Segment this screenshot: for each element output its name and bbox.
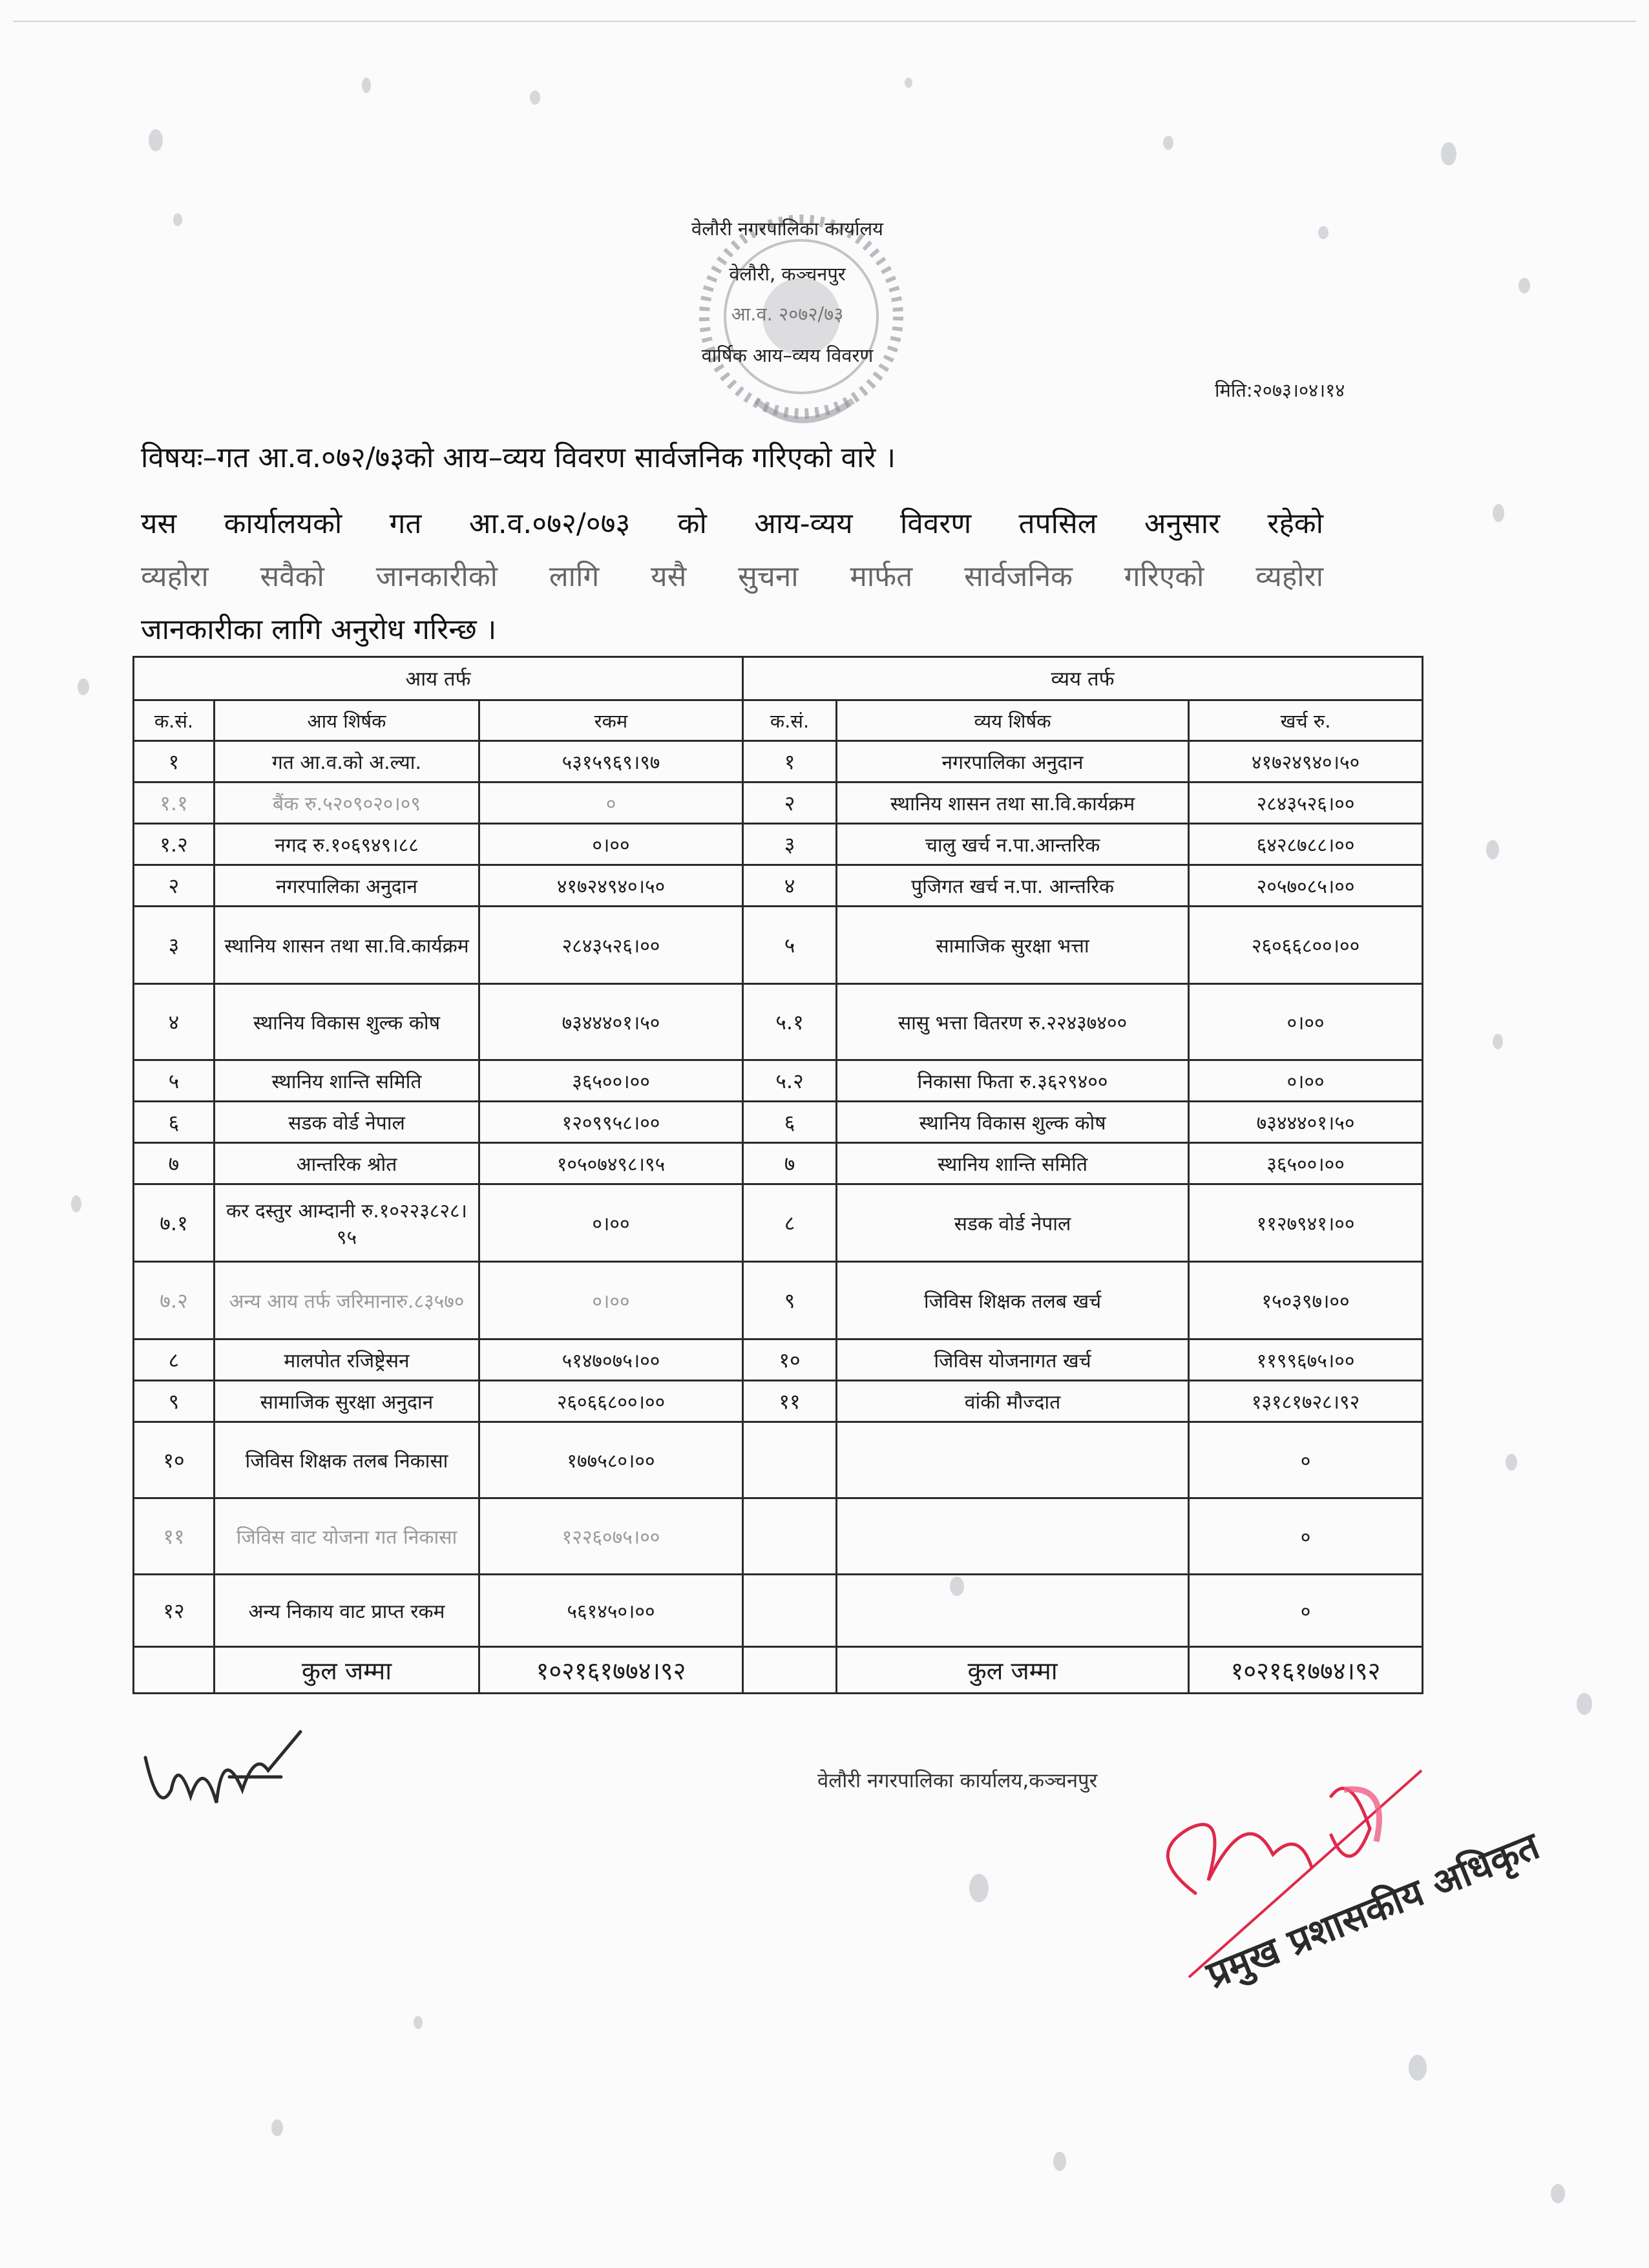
income-sn: २ xyxy=(134,865,215,907)
income-head: स्थानिय शासन तथा सा.वि.कार्यक्रम xyxy=(215,907,479,984)
expense-sn: ५.१ xyxy=(743,984,837,1060)
expense-sn xyxy=(743,1422,837,1498)
income-amount: ०।०० xyxy=(479,1184,743,1262)
income-head: जिविस वाट योजना गत निकासा xyxy=(215,1498,479,1575)
income-head: मालपोत रजिष्ट्रेसन xyxy=(215,1339,479,1381)
expense-head: चालु खर्च न.पा.आन्तरिक xyxy=(837,824,1189,865)
body-line-3: जानकारीका लागि अनुरोध गरिन्छ । xyxy=(141,613,497,646)
income-head: अन्य आय तर्फ जरिमानारु.८३५७० xyxy=(215,1262,479,1339)
footer-officer-title: प्रमुख प्रशासकीय अधिकृत xyxy=(1200,1823,1546,1997)
expense-sn: २ xyxy=(743,782,837,824)
expense-head: पुजिगत खर्च न.पा. आन्तरिक xyxy=(837,865,1189,907)
table-row xyxy=(134,907,1423,984)
total-income: १०२१६१७७४।९२ xyxy=(479,1647,743,1694)
expense-sn: १ xyxy=(743,741,837,782)
expense-head xyxy=(837,1575,1189,1647)
total-sn-blank-2 xyxy=(743,1647,837,1694)
table-row xyxy=(134,1381,1423,1422)
expense-amount: २०५७०८५।०० xyxy=(1189,865,1423,907)
income-sn: ५ xyxy=(134,1060,215,1102)
table-row xyxy=(134,1422,1423,1498)
expense-amount: २८४३५२६।०० xyxy=(1189,782,1423,824)
table-row xyxy=(134,865,1423,907)
table-row xyxy=(134,1262,1423,1339)
income-amount: १०५०७४९८।९५ xyxy=(479,1143,743,1184)
expense-head: निकासा फिता रु.३६२९४०० xyxy=(837,1060,1189,1102)
income-sn: १ xyxy=(134,741,215,782)
expense-amount: ० xyxy=(1189,1575,1423,1647)
expense-sn: ४ xyxy=(743,865,837,907)
expense-head xyxy=(837,1422,1189,1498)
income-head: सामाजिक सुरक्षा अनुदान xyxy=(215,1381,479,1422)
left-handwritten-signature xyxy=(132,1719,326,1835)
expense-head: सडक वोर्ड नेपाल xyxy=(837,1184,1189,1262)
footer-office: वेलौरी नगरपालिका कार्यालय,कञ्चनपुर xyxy=(817,1769,1098,1792)
income-amount: ७३४४४०१।५० xyxy=(479,984,743,1060)
body-line-2: व्यहोरा सवैको जानकारीको लागि यसै सुचना मार्फत सार्वजनिक गरिएको व्यहोरा xyxy=(141,560,1323,593)
expense-sn: १० xyxy=(743,1339,837,1381)
header-office: वेलौरी नगरपालिका कार्यालय xyxy=(691,218,883,240)
expense-sn: ६ xyxy=(743,1102,837,1143)
total-sn-blank xyxy=(134,1647,215,1694)
income-amount: ५१४७०७५।०० xyxy=(479,1339,743,1381)
expense-head: स्थानिय विकास शुल्क कोष xyxy=(837,1102,1189,1143)
income-amount: २८४३५२६।०० xyxy=(479,907,743,984)
income-amount: १७७५८०।०० xyxy=(479,1422,743,1498)
expense-sn: ५ xyxy=(743,907,837,984)
income-sn: १० xyxy=(134,1422,215,1498)
expense-sn: ११ xyxy=(743,1381,837,1422)
income-section-title: आय तर्फ xyxy=(134,657,743,700)
expense-head: वांकी मौज्दात xyxy=(837,1381,1189,1422)
table-row xyxy=(134,1060,1423,1102)
income-sn: १.२ xyxy=(134,824,215,865)
expense-head: नगरपालिका अनुदान xyxy=(837,741,1189,782)
expense-amount: ६४२८७८८।०० xyxy=(1189,824,1423,865)
expense-amount: ०।०० xyxy=(1189,984,1423,1060)
income-sn: ७.२ xyxy=(134,1262,215,1339)
table-row xyxy=(134,1102,1423,1143)
table-row xyxy=(134,1184,1423,1262)
expense-amount: ४१७२४९४०।५० xyxy=(1189,741,1423,782)
expense-head: स्थानिय शासन तथा सा.वि.कार्यक्रम xyxy=(837,782,1189,824)
expense-sn: ८ xyxy=(743,1184,837,1262)
income-head: नगरपालिका अनुदान xyxy=(215,865,479,907)
income-head: स्थानिय शान्ति समिति xyxy=(215,1060,479,1102)
expense-head: स्थानिय शान्ति समिति xyxy=(837,1143,1189,1184)
expense-sn xyxy=(743,1575,837,1647)
expense-amount: ११२७९४१।०० xyxy=(1189,1184,1423,1262)
total-label-expense: कुल जम्मा xyxy=(837,1647,1189,1694)
expense-sn xyxy=(743,1498,837,1575)
expense-amount: १३१८१७२८।९२ xyxy=(1189,1381,1423,1422)
income-head: गत आ.व.को अ.ल्या. xyxy=(215,741,479,782)
income-amount: १२२६०७५।०० xyxy=(479,1498,743,1575)
col-header-sn-2: क.सं. xyxy=(743,700,837,741)
col-header-income-head: आय शिर्षक xyxy=(215,700,479,741)
expense-amount: ०।०० xyxy=(1189,1060,1423,1102)
income-head: स्थानिय विकास शुल्क कोष xyxy=(215,984,479,1060)
expense-amount: २६०६६८००।०० xyxy=(1189,907,1423,984)
income-head: सडक वोर्ड नेपाल xyxy=(215,1102,479,1143)
income-sn: ७.१ xyxy=(134,1184,215,1262)
income-amount: ० xyxy=(479,782,743,824)
table-row xyxy=(134,1143,1423,1184)
income-amount: ५६१४५०।०० xyxy=(479,1575,743,1647)
body-line-1: यस कार्यालयको गत आ.व.०७२/०७३ को आय-व्यय विवरण तपसिल अनुसार रहेको xyxy=(141,507,1323,540)
income-sn: ७ xyxy=(134,1143,215,1184)
income-head: आन्तरिक श्रोत xyxy=(215,1143,479,1184)
income-expense-table xyxy=(132,656,1423,1694)
page-top-line xyxy=(13,21,1636,22)
income-sn: ३ xyxy=(134,907,215,984)
header-fiscal-year: आ.व. २०७२/७३ xyxy=(731,303,844,325)
subject-line: विषयः–गत आ.व.०७२/७३को आय–व्यय विवरण सार्वजनिक गरिएको वारे । xyxy=(141,441,896,474)
income-sn: ४ xyxy=(134,984,215,1060)
table-row xyxy=(134,1575,1423,1647)
table-row xyxy=(134,824,1423,865)
total-expense: १०२१६१७७४।९२ xyxy=(1189,1647,1423,1694)
expense-amount: ११९९६७५।०० xyxy=(1189,1339,1423,1381)
table-row xyxy=(134,782,1423,824)
col-header-sn: क.सं. xyxy=(134,700,215,741)
income-amount: ०।०० xyxy=(479,824,743,865)
income-sn: ११ xyxy=(134,1498,215,1575)
expense-amount: ७३४४४०१।५० xyxy=(1189,1102,1423,1143)
expense-head: सासु भत्ता वितरण रु.२२४३७४०० xyxy=(837,984,1189,1060)
income-amount: १२०९९५८।०० xyxy=(479,1102,743,1143)
table-row xyxy=(134,741,1423,782)
expense-head: जिविस योजनागत खर्च xyxy=(837,1339,1189,1381)
table-row xyxy=(134,1339,1423,1381)
header-report-title: वार्षिक आय–व्यय विवरण xyxy=(701,344,874,366)
col-header-amount: रकम xyxy=(479,700,743,741)
income-amount: ५३१५९६९।९७ xyxy=(479,741,743,782)
expense-head xyxy=(837,1498,1189,1575)
expense-sn: ९ xyxy=(743,1262,837,1339)
total-label-income: कुल जम्मा xyxy=(215,1647,479,1694)
col-header-expense-amount: खर्च रु. xyxy=(1189,700,1423,741)
income-head: बैंक रु.५२०९०२०।०९ xyxy=(215,782,479,824)
table-row xyxy=(134,1498,1423,1575)
income-head: नगद रु.१०६९४९।८८ xyxy=(215,824,479,865)
total-row xyxy=(134,1647,1423,1694)
income-sn: १.१ xyxy=(134,782,215,824)
expense-amount: ० xyxy=(1189,1498,1423,1575)
income-head: कर दस्तुर आम्दानी रु.१०२२३८२८।९५ xyxy=(215,1184,479,1262)
income-head: जिविस शिक्षक तलब निकासा xyxy=(215,1422,479,1498)
income-amount: २६०६६८००।०० xyxy=(479,1381,743,1422)
expense-head: सामाजिक सुरक्षा भत्ता xyxy=(837,907,1189,984)
col-header-expense-head: व्यय शिर्षक xyxy=(837,700,1189,741)
income-sn: ९ xyxy=(134,1381,215,1422)
expense-amount: ३६५००।०० xyxy=(1189,1143,1423,1184)
expense-sn: ७ xyxy=(743,1143,837,1184)
expense-sn: ३ xyxy=(743,824,837,865)
income-amount: ४१७२४९४०।५० xyxy=(479,865,743,907)
income-sn: ८ xyxy=(134,1339,215,1381)
income-head: अन्य निकाय वाट प्राप्त रकम xyxy=(215,1575,479,1647)
expense-head: जिविस शिक्षक तलब खर्च xyxy=(837,1262,1189,1339)
header-place: वेलौरी, कञ्चनपुर xyxy=(729,263,846,285)
income-amount: ०।०० xyxy=(479,1262,743,1339)
expense-amount: १५०३९७।०० xyxy=(1189,1262,1423,1339)
expense-amount: ० xyxy=(1189,1422,1423,1498)
document-date: मिति:२०७३।०४।१४ xyxy=(1215,379,1345,401)
table-row xyxy=(134,984,1423,1060)
income-sn: १२ xyxy=(134,1575,215,1647)
income-amount: ३६५००।०० xyxy=(479,1060,743,1102)
expense-sn: ५.२ xyxy=(743,1060,837,1102)
income-sn: ६ xyxy=(134,1102,215,1143)
expense-section-title: व्यय तर्फ xyxy=(743,657,1423,700)
